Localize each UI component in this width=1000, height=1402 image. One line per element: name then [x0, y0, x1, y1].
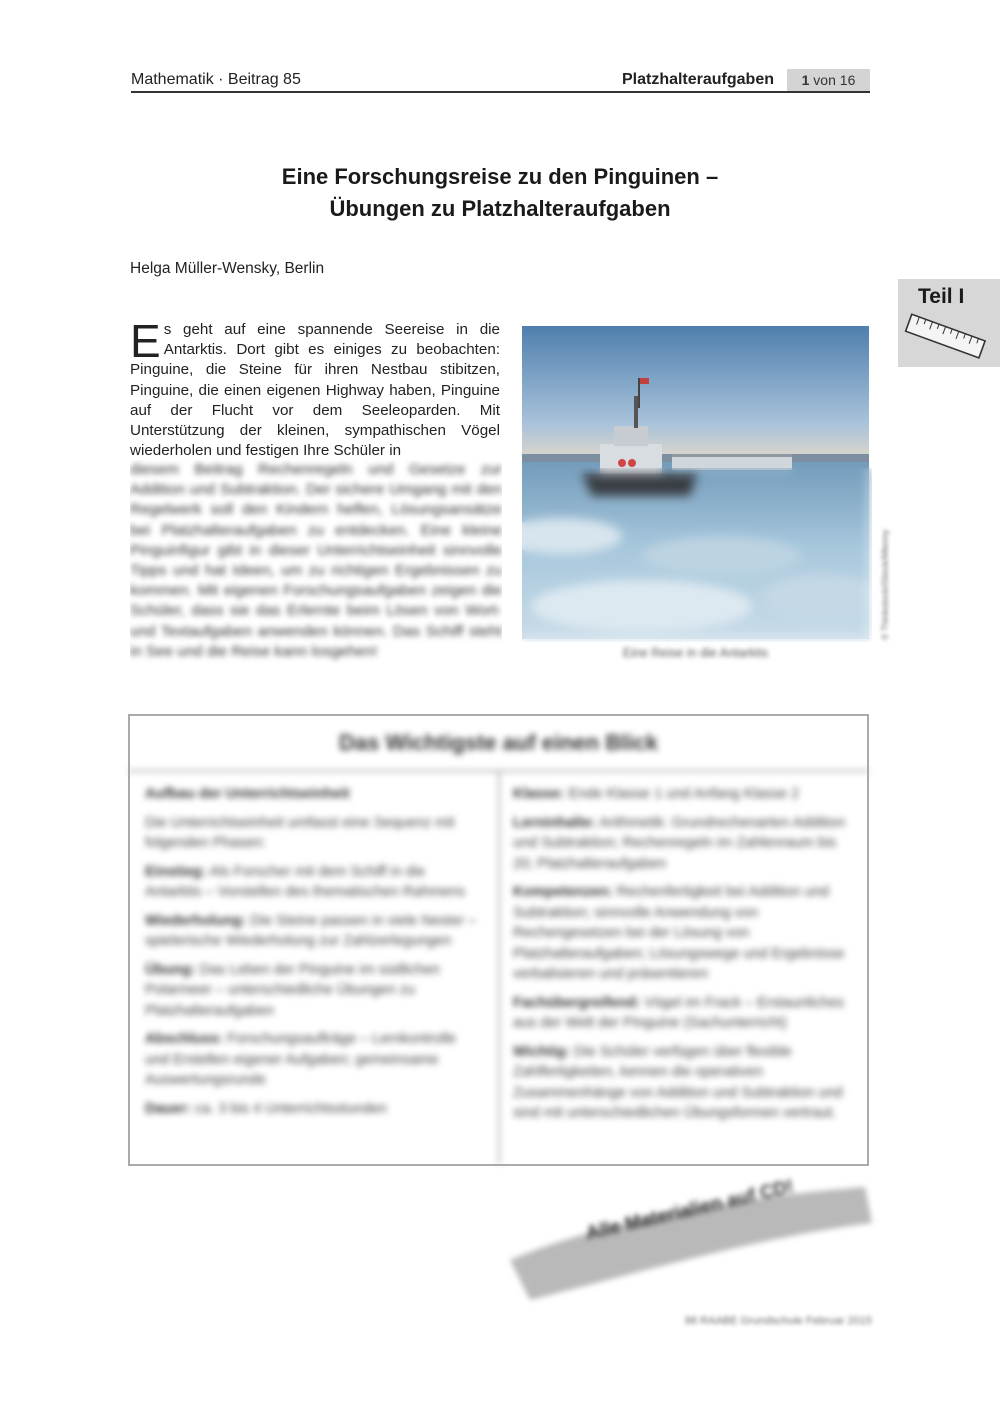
- title-line-2: Übungen zu Platzhalteraufgaben: [329, 196, 671, 221]
- overview-item: [145, 784, 480, 805]
- overview-left-column: [145, 784, 480, 1127]
- overview-item-label: Übung:: [145, 961, 196, 978]
- intro-blurred-text: diesem Beitrag Rechenregeln und Gesetze zur Addition und Subtraktion. Der sichere Umgang mit den Regelwerk soll den Kindern helfen, Lösungsansätze bei Platzhalteraufgaben zu entdecken. Eine kleine Pinguinfigur gibt in dieser Unterrichtseinheit sinnvolle Tipps und hat Ideen, um zu richtigen Ergebnissen zu kommen. Mit eigenen Forschungsaufgaben zeigen die Schüler, dass sie das Erlernte beim Lösen von Wort- und Textaufgaben anwenden können. Das Schiff steht in See und die Reise kann losgehen!: [130, 461, 502, 660]
- header-topic: Platzhalteraufgaben: [621, 71, 774, 88]
- overview-item: [513, 882, 853, 985]
- footer-publisher: 88 RAABE Grundschule Februar 2015: [684, 1315, 872, 1327]
- page-total: 16: [839, 72, 856, 88]
- overview-box-content: [128, 714, 869, 1166]
- section-tab: [898, 279, 1000, 367]
- photo-blur-overlay: [522, 468, 872, 642]
- drop-cap: E: [130, 315, 161, 367]
- stamp-text: Alle Materialien auf CD!: [584, 1176, 796, 1245]
- header-subject: Mathematik · Beitrag 85: [131, 71, 301, 88]
- overview-item: [145, 911, 480, 952]
- page-indicator: [787, 69, 870, 91]
- intro-blurred-region: [130, 460, 502, 682]
- overview-item-text: Die Schüler verfügen über flexible Zahlfertigkeiten, kennen die operativen Zusammenhänge von Addition und Subtraktion und sind mit unterschiedlichen Übungsformen vertraut.: [513, 1043, 843, 1121]
- overview-item-label: Kompetenzen:: [513, 884, 613, 900]
- overview-column-divider: [498, 772, 500, 1164]
- intro-paragraph: [130, 315, 500, 461]
- overview-item: [145, 1099, 480, 1120]
- overview-item: [513, 784, 853, 805]
- overview-item-text: Vögel im Frack – Erstaunliches aus der Welt der Pinguine (Sachunterricht): [513, 994, 845, 1031]
- overview-item: [513, 1042, 853, 1124]
- author-line: Helga Müller-Wensky, Berlin: [130, 260, 325, 277]
- overview-item-label: Fachübergreifend:: [513, 994, 641, 1011]
- overview-right-column: [513, 784, 853, 1132]
- overview-item-text: Ende Klasse 1 und Anfang Klasse 2: [564, 786, 800, 802]
- page-separator: von: [809, 72, 840, 88]
- overview-item-label: Einstieg:: [145, 863, 207, 880]
- overview-item: [145, 813, 480, 854]
- overview-item-text: Die Unterrichtseinheit umfasst eine Sequenz mit folgenden Phasen:: [145, 814, 455, 851]
- overview-item-label: Wiederholung:: [145, 912, 247, 929]
- title-line-1: Eine Forschungsreise zu den Pinguinen –: [281, 164, 719, 189]
- ruler-icon: [902, 311, 988, 363]
- overview-item-text: Als Forscher mit dem Schiff in die Antarktis – Vorstellen des thematischen Rahmens: [145, 863, 465, 900]
- page-title: [130, 161, 870, 225]
- overview-item-text: Arithmetik: Grundrechenarten Addition und Subtraktion; Rechenregeln im Zahlenraum bis 20; Platzhalteraufgaben: [513, 814, 846, 872]
- overview-item: [145, 960, 480, 1022]
- overview-item-text: Das Leben der Pinguine im südlichen Polarmeer – unterschiedliche Übungen zu Platzhalteraufgaben: [145, 961, 440, 1019]
- page-current: 1: [801, 72, 810, 88]
- overview-item-label: Lerninhalte:: [513, 814, 596, 831]
- overview-item-label: Abschluss:: [145, 1031, 224, 1047]
- overview-item: [513, 813, 853, 875]
- overview-item: [145, 1029, 480, 1091]
- header-rule: [131, 91, 870, 93]
- intro-visible-text: s geht auf eine spannende Seereise in die Antarktis. Dort gibt es einiges zu beobachten: Pinguine, die Steine für ihren Nestbau stibitzen, Pinguine, die einen eigenen Highway haben, Pinguine auf der Flucht vor dem Seeleoparden. Mit Unterstützung der kleinen, sympathischen Vögel wiederholen und festigen Ihre Schüler in: [130, 321, 500, 460]
- overview-item-label: Dauer:: [145, 1100, 191, 1117]
- photo-credit: [878, 480, 892, 640]
- overview-item-label: Wichtig:: [513, 1043, 571, 1060]
- photo-credit-text: © Thinkstock/iStock/Mlenny: [880, 529, 890, 640]
- photo-caption: Eine Reise in die Antarktis: [622, 646, 769, 660]
- overview-item-text: ca. 3 bis 4 Unterrichtsstunden: [190, 1100, 387, 1117]
- overview-heading: Das Wichtigste auf einen Blick: [128, 714, 869, 772]
- overview-item-text: Rechenfertigkeit bei Addition und Subtraktion; sinnvolle Anwendung von Rechengesetzen bei der Lösung von Platzhalteraufgaben; Lösungswege und Ergebnisse verbalisieren und präsentieren: [513, 884, 845, 982]
- overview-item: [513, 993, 853, 1034]
- overview-item-label: Aufbau der Unterrichtseinheit: [145, 786, 350, 802]
- overview-item-text: Forschungsaufträge – Lernkontrolle und Erstellen eigener Aufgaben; gemeinsame Auswertungsrunde: [145, 1031, 457, 1088]
- overview-item: [145, 862, 480, 903]
- overview-item-label: Klasse:: [513, 786, 565, 802]
- section-tab-label: Teil I: [918, 285, 965, 308]
- overview-item-text: Die Steine passen in viele Nester – spielerische Wiederholung zur Zahlzerlegungen: [145, 912, 477, 949]
